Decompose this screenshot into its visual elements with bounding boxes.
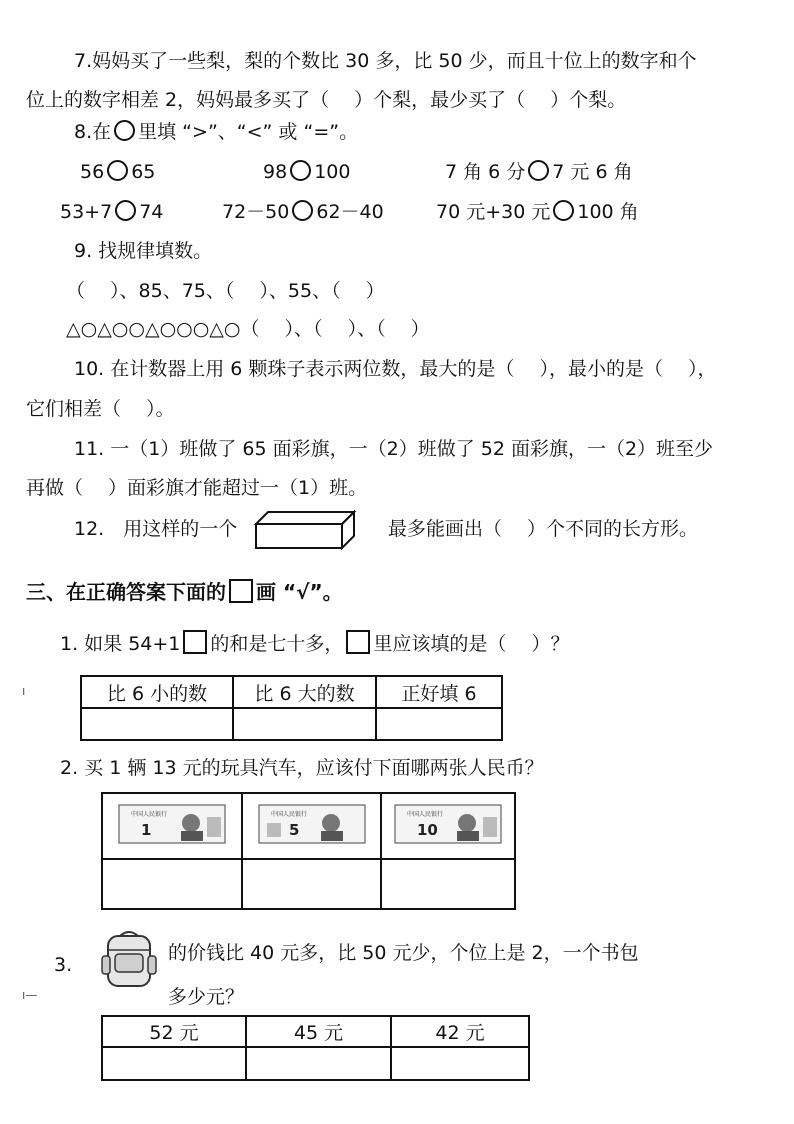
- svg-text:中国人民银行: 中国人民银行: [131, 810, 168, 818]
- banknote-10-yuan-image: [393, 801, 503, 847]
- check-cell[interactable]: [81, 708, 233, 740]
- option-cell: 52 元: [102, 1016, 246, 1047]
- margin-mark: ı—: [22, 988, 38, 1002]
- option-cell: 比 6 大的数: [233, 676, 376, 708]
- compare-item: [263, 159, 350, 185]
- compare-item: [436, 199, 639, 225]
- blank-box: [346, 630, 370, 654]
- section3-title-part1: 三、在正确答案下面的: [26, 580, 226, 604]
- q10-line2: 它们相差（ ）。: [26, 398, 175, 420]
- q11-line1: 11. 一（1）班做了 65 面彩旗，一（2）班做了 52 面彩旗，一（2）班至少: [74, 438, 714, 460]
- compare-circle[interactable]: [107, 160, 128, 181]
- compare-left: 72－50: [222, 201, 290, 223]
- banknote-1-yuan-image: [117, 801, 227, 847]
- s3q3-number: 3.: [54, 954, 73, 976]
- check-cell[interactable]: [242, 859, 381, 909]
- banknote-5-yuan-image: [257, 801, 367, 847]
- cuboid-icon: [252, 506, 358, 552]
- check-cell[interactable]: [102, 1047, 246, 1080]
- s3q1-part1: 1. 如果 54+1: [60, 633, 181, 655]
- option-cell: 比 6 小的数: [81, 676, 233, 708]
- svg-text:中国人民银行: 中国人民银行: [270, 810, 307, 818]
- compare-circle[interactable]: [290, 160, 311, 181]
- banknote-value: 10: [417, 820, 438, 839]
- compare-item: [60, 199, 163, 225]
- s3q3-line1: 的价钱比 40 元多，比 50 元少，个位上是 2，一个书包: [168, 942, 639, 964]
- square-icon: [229, 579, 253, 603]
- option-cell: 42 元: [391, 1016, 529, 1047]
- compare-circle[interactable]: [528, 160, 549, 181]
- check-cell[interactable]: [376, 708, 502, 740]
- compare-circle[interactable]: [115, 200, 136, 221]
- backpack-icon: [100, 926, 158, 990]
- compare-left: 7 角 6 分: [445, 161, 526, 183]
- check-cell[interactable]: [381, 859, 515, 909]
- s3q2-question: 2. 买 1 辆 13 元的玩具汽车，应该付下面哪两张人民币？: [60, 757, 544, 779]
- s3q1-answer-table: [80, 675, 503, 741]
- q8-instruction: [74, 119, 358, 145]
- compare-right: 100 角: [577, 201, 639, 223]
- check-cell[interactable]: [391, 1047, 529, 1080]
- q7-line2: 位上的数字相差 2，妈妈最多买了（ ）个梨，最少买了（ ）个梨。: [26, 89, 627, 111]
- banknote-value: 5: [288, 820, 299, 839]
- compare-left: 98: [263, 161, 288, 183]
- q12-part2: 最多能画出（ ）个不同的长方形。: [388, 518, 699, 540]
- compare-left: 70 元+30 元: [436, 201, 551, 223]
- section3-header: [26, 579, 343, 605]
- q9-title: 9. 找规律填数。: [74, 240, 213, 262]
- q7-line1: 7.妈妈买了一些梨，梨的个数比 30 多，比 50 少，而且十位上的数字和个: [74, 50, 697, 72]
- compare-left: 56: [80, 161, 105, 183]
- compare-left: 53+7: [60, 201, 113, 223]
- compare-right: 62－40: [316, 201, 384, 223]
- compare-circle[interactable]: [553, 200, 574, 221]
- section3-title-part2: 画 “√”。: [256, 580, 343, 604]
- s3q1-part2: 的和是七十多，: [210, 633, 344, 655]
- s3q3-line2: 多少元？: [168, 986, 245, 1008]
- compare-right: 74: [139, 201, 164, 223]
- q8-prefix: 8.在: [74, 121, 112, 143]
- blank-box: [183, 630, 207, 654]
- s3q1-part3: 里应该填的是（ ）？: [373, 633, 570, 655]
- s3q1-question: [60, 630, 569, 657]
- compare-right: 100: [314, 161, 351, 183]
- q9-sequence-shapes: △○△○○△○○○△○（ ）、（ ）、（ ）: [66, 318, 430, 340]
- q10-line1: 10. 在计数器上用 6 颗珠子表示两位数，最大的是（ ），最小的是（ ），: [74, 358, 717, 380]
- banknote-value: 1: [141, 820, 152, 839]
- circle-icon: [114, 120, 135, 141]
- s3q3-answer-table: [101, 1015, 530, 1081]
- banknote-cell: [381, 793, 515, 859]
- compare-circle[interactable]: [292, 200, 313, 221]
- svg-text:中国人民银行: 中国人民银行: [407, 810, 444, 818]
- option-cell: 正好填 6: [376, 676, 502, 708]
- option-cell: 45 元: [246, 1016, 391, 1047]
- q12-part1: 12. 用这样的一个: [74, 518, 238, 540]
- q11-line2: 再做（ ）面彩旗才能超过一（1）班。: [26, 477, 368, 499]
- check-cell[interactable]: [246, 1047, 391, 1080]
- q9-sequence-numbers: （ ）、85、75、（ ）、55、（ ）: [66, 280, 385, 302]
- q8-suffix: 里填 “>”、“<” 或 “=”。: [138, 121, 359, 143]
- compare-item: [222, 199, 384, 225]
- banknote-cell: [242, 793, 381, 859]
- check-cell[interactable]: [102, 859, 242, 909]
- compare-item: [80, 159, 155, 185]
- banknote-cell: [102, 793, 242, 859]
- check-cell[interactable]: [233, 708, 376, 740]
- s3q2-answer-table: [101, 792, 516, 910]
- compare-right: 7 元 6 角: [552, 161, 633, 183]
- compare-item: [445, 159, 633, 185]
- margin-mark: ı: [22, 684, 26, 698]
- compare-right: 65: [131, 161, 156, 183]
